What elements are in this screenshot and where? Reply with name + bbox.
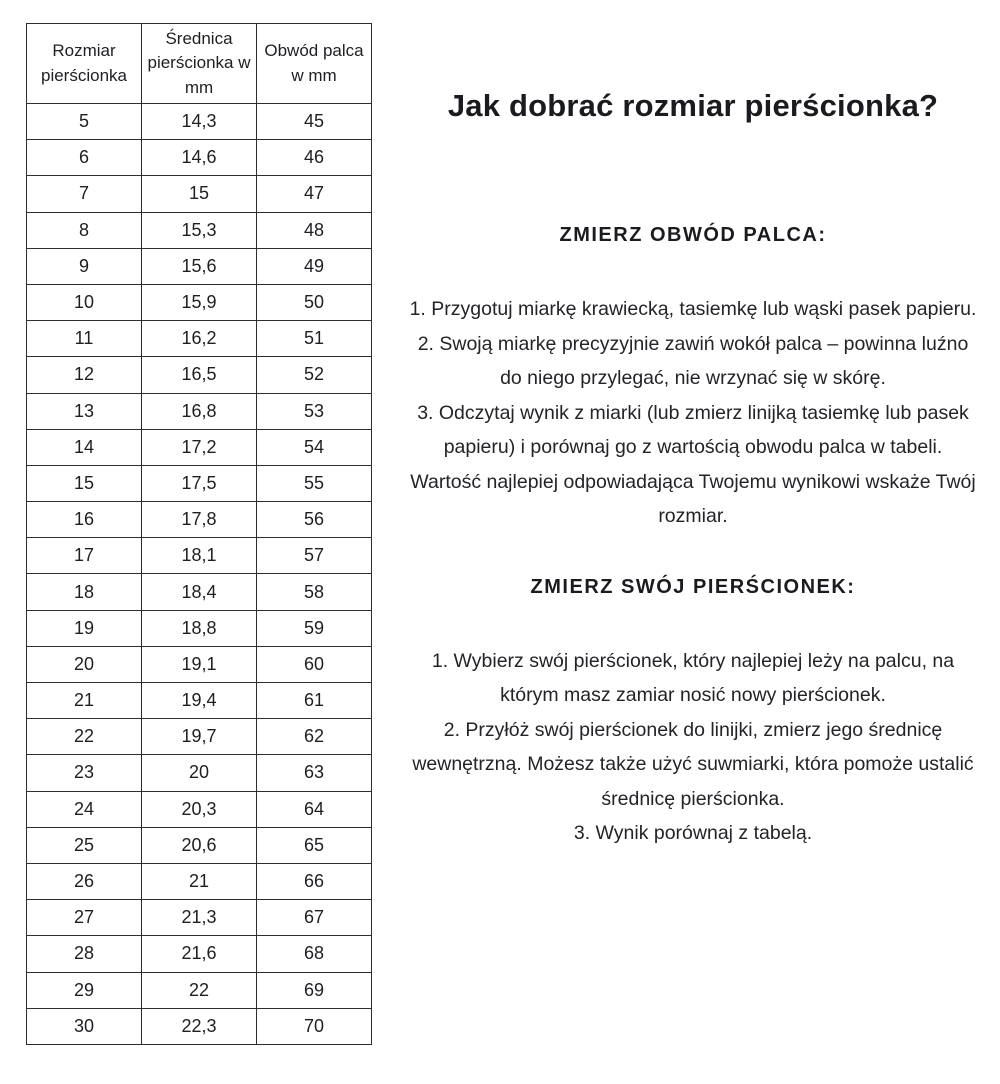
table-body bbox=[27, 104, 372, 1045]
cell-finger-circumference: 53 bbox=[257, 393, 372, 429]
cell-finger-circumference: 59 bbox=[257, 610, 372, 646]
table-row bbox=[27, 212, 372, 248]
cell-finger-circumference: 55 bbox=[257, 465, 372, 501]
cell-ring-size: 19 bbox=[27, 610, 142, 646]
cell-ring-size: 27 bbox=[27, 900, 142, 936]
cell-ring-diameter: 16,8 bbox=[142, 393, 257, 429]
instruction-step: 3. Odczytaj wynik z miarki (lub zmierz linijką tasiemkę lub pasek papieru) i porównaj go z wartością obwodu palca w tabeli. Wartość najlepiej odpowiadająca Twojemu wynikowi wskaże Twój rozmiar. bbox=[410, 401, 976, 527]
table-header bbox=[27, 24, 372, 104]
cell-finger-circumference: 54 bbox=[257, 429, 372, 465]
cell-ring-diameter: 18,4 bbox=[142, 574, 257, 610]
cell-ring-size: 24 bbox=[27, 791, 142, 827]
section-measure-finger bbox=[400, 220, 986, 534]
cell-ring-size: 13 bbox=[27, 393, 142, 429]
cell-ring-size: 30 bbox=[27, 1008, 142, 1044]
measure-finger-steps bbox=[407, 292, 979, 534]
table-row bbox=[27, 972, 372, 1008]
cell-ring-size: 29 bbox=[27, 972, 142, 1008]
cell-finger-circumference: 48 bbox=[257, 212, 372, 248]
cell-finger-circumference: 69 bbox=[257, 972, 372, 1008]
cell-ring-size: 18 bbox=[27, 574, 142, 610]
cell-finger-circumference: 45 bbox=[257, 104, 372, 140]
cell-ring-size: 11 bbox=[27, 321, 142, 357]
table-row bbox=[27, 1008, 372, 1044]
cell-ring-diameter: 15,9 bbox=[142, 284, 257, 320]
cell-ring-diameter: 22 bbox=[142, 972, 257, 1008]
cell-finger-circumference: 51 bbox=[257, 321, 372, 357]
table-row bbox=[27, 863, 372, 899]
measure-ring-steps bbox=[407, 644, 979, 851]
cell-ring-size: 17 bbox=[27, 538, 142, 574]
cell-ring-diameter: 16,5 bbox=[142, 357, 257, 393]
table-row bbox=[27, 284, 372, 320]
measure-finger-header: ZMIERZ OBWÓD PALCA: bbox=[559, 224, 827, 246]
cell-ring-size: 22 bbox=[27, 719, 142, 755]
cell-finger-circumference: 49 bbox=[257, 248, 372, 284]
cell-ring-diameter: 19,1 bbox=[142, 646, 257, 682]
cell-finger-circumference: 70 bbox=[257, 1008, 372, 1044]
measure-ring-header: ZMIERZ SWÓJ PIERŚCIONEK: bbox=[530, 575, 856, 598]
cell-ring-size: 23 bbox=[27, 755, 142, 791]
instruction-step: 1. Przygotuj miarkę krawiecką, tasiemkę lub wąski pasek papieru. bbox=[409, 298, 977, 320]
cell-ring-diameter: 21,3 bbox=[142, 900, 257, 936]
ring-size-table bbox=[26, 23, 372, 1045]
cell-ring-diameter: 20 bbox=[142, 755, 257, 791]
cell-ring-size: 14 bbox=[27, 429, 142, 465]
table-row bbox=[27, 140, 372, 176]
cell-ring-diameter: 18,1 bbox=[142, 538, 257, 574]
cell-ring-diameter: 19,7 bbox=[142, 719, 257, 755]
cell-finger-circumference: 63 bbox=[257, 755, 372, 791]
table-row bbox=[27, 104, 372, 140]
table-row bbox=[27, 465, 372, 501]
cell-ring-size: 12 bbox=[27, 357, 142, 393]
instruction-step: 2. Przyłóż swój pierścionek do linijki, zmierz jego średnicę wewnętrzną. Możesz także użyć suwmiarki, która pomoże ustalić średnicę pierścionka. bbox=[412, 718, 974, 810]
cell-ring-diameter: 21,6 bbox=[142, 936, 257, 972]
col-header-ring-size: Rozmiar pierścionka bbox=[27, 24, 142, 104]
table-row bbox=[27, 321, 372, 357]
table-row bbox=[27, 429, 372, 465]
table-row bbox=[27, 755, 372, 791]
cell-finger-circumference: 46 bbox=[257, 140, 372, 176]
table-row bbox=[27, 176, 372, 212]
cell-ring-diameter: 21 bbox=[142, 863, 257, 899]
cell-finger-circumference: 67 bbox=[257, 900, 372, 936]
instructions-panel bbox=[400, 0, 986, 851]
table-row bbox=[27, 900, 372, 936]
cell-ring-diameter: 20,6 bbox=[142, 827, 257, 863]
table-header-row bbox=[27, 24, 372, 104]
cell-ring-size: 9 bbox=[27, 248, 142, 284]
table-row bbox=[27, 357, 372, 393]
cell-finger-circumference: 50 bbox=[257, 284, 372, 320]
cell-ring-diameter: 15,6 bbox=[142, 248, 257, 284]
cell-ring-size: 15 bbox=[27, 465, 142, 501]
cell-ring-diameter: 19,4 bbox=[142, 683, 257, 719]
cell-finger-circumference: 64 bbox=[257, 791, 372, 827]
cell-finger-circumference: 52 bbox=[257, 357, 372, 393]
cell-finger-circumference: 57 bbox=[257, 538, 372, 574]
page-title: Jak dobrać rozmiar pierścionka? bbox=[447, 88, 939, 123]
cell-ring-diameter: 22,3 bbox=[142, 1008, 257, 1044]
table-row bbox=[27, 574, 372, 610]
cell-ring-size: 21 bbox=[27, 683, 142, 719]
cell-ring-size: 7 bbox=[27, 176, 142, 212]
cell-ring-diameter: 15 bbox=[142, 176, 257, 212]
cell-finger-circumference: 60 bbox=[257, 646, 372, 682]
section-measure-ring bbox=[400, 572, 986, 851]
table-row bbox=[27, 646, 372, 682]
cell-ring-diameter: 14,3 bbox=[142, 104, 257, 140]
table-row bbox=[27, 791, 372, 827]
cell-ring-diameter: 17,8 bbox=[142, 502, 257, 538]
cell-ring-size: 20 bbox=[27, 646, 142, 682]
cell-ring-diameter: 15,3 bbox=[142, 212, 257, 248]
cell-finger-circumference: 68 bbox=[257, 936, 372, 972]
table-row bbox=[27, 936, 372, 972]
instruction-step: 1. Wybierz swój pierścionek, który najlepiej leży na palcu, na którym masz zamiar nosić nowy pierścionek. bbox=[431, 649, 955, 706]
table-row bbox=[27, 393, 372, 429]
table-row bbox=[27, 538, 372, 574]
cell-finger-circumference: 56 bbox=[257, 502, 372, 538]
cell-ring-size: 16 bbox=[27, 502, 142, 538]
cell-ring-size: 28 bbox=[27, 936, 142, 972]
cell-ring-size: 25 bbox=[27, 827, 142, 863]
instruction-step: 2. Swoją miarkę precyzyjnie zawiń wokół palca – powinna luźno do niego przylegać, nie wrzynać się w skórę. bbox=[417, 332, 969, 389]
cell-ring-size: 26 bbox=[27, 863, 142, 899]
cell-ring-diameter: 14,6 bbox=[142, 140, 257, 176]
instruction-step: 3. Wynik porównaj z tabelą. bbox=[573, 822, 813, 844]
col-header-finger-circumference: Obwód palca w mm bbox=[257, 24, 372, 104]
cell-ring-diameter: 18,8 bbox=[142, 610, 257, 646]
cell-ring-diameter: 17,2 bbox=[142, 429, 257, 465]
cell-finger-circumference: 66 bbox=[257, 863, 372, 899]
cell-finger-circumference: 61 bbox=[257, 683, 372, 719]
table-row bbox=[27, 502, 372, 538]
cell-ring-size: 10 bbox=[27, 284, 142, 320]
table-row bbox=[27, 827, 372, 863]
cell-finger-circumference: 58 bbox=[257, 574, 372, 610]
table-row bbox=[27, 719, 372, 755]
cell-ring-size: 8 bbox=[27, 212, 142, 248]
cell-finger-circumference: 65 bbox=[257, 827, 372, 863]
cell-finger-circumference: 47 bbox=[257, 176, 372, 212]
cell-ring-diameter: 16,2 bbox=[142, 321, 257, 357]
cell-ring-diameter: 20,3 bbox=[142, 791, 257, 827]
cell-finger-circumference: 62 bbox=[257, 719, 372, 755]
cell-ring-size: 6 bbox=[27, 140, 142, 176]
table-row bbox=[27, 610, 372, 646]
cell-ring-size: 5 bbox=[27, 104, 142, 140]
col-header-ring-diameter: Średnica pierścionka w mm bbox=[142, 24, 257, 104]
table-row bbox=[27, 683, 372, 719]
cell-ring-diameter: 17,5 bbox=[142, 465, 257, 501]
table-row bbox=[27, 248, 372, 284]
